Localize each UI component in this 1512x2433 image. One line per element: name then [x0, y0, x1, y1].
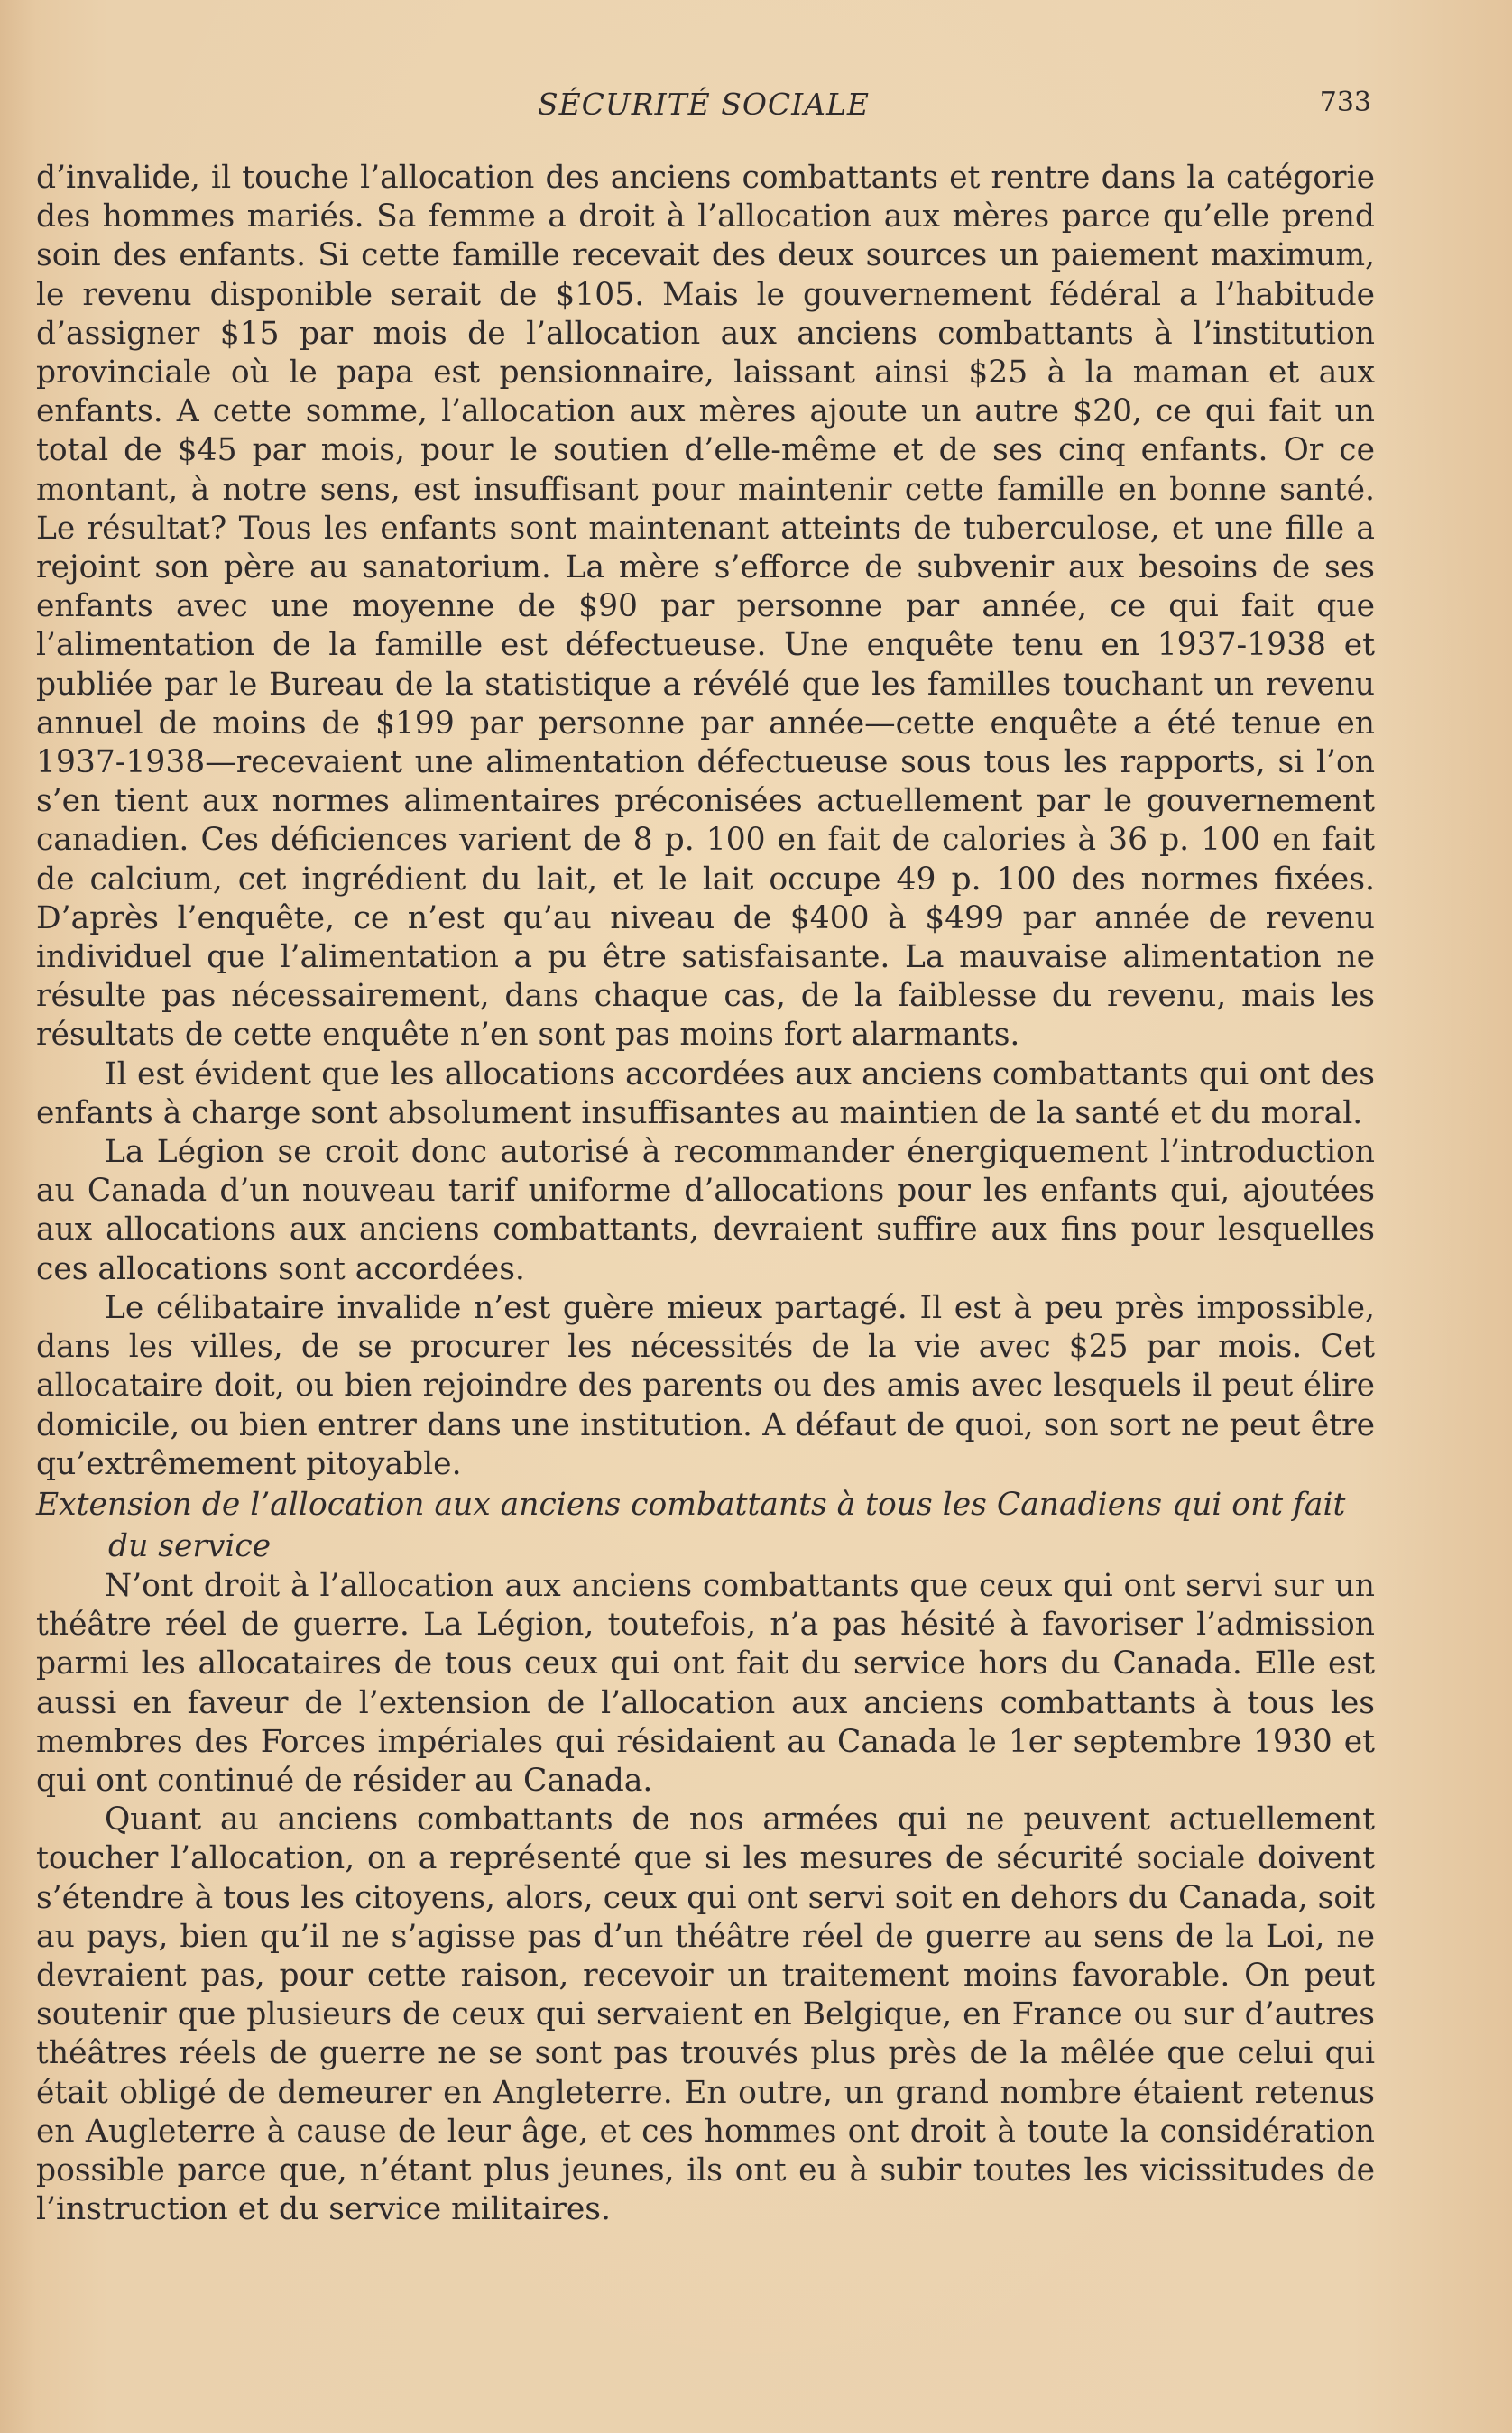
running-title: SÉCURITÉ SOCIALE — [537, 87, 870, 122]
page-header — [36, 87, 1371, 132]
paragraph-1: d’invalide, il touche l’allocation des anciens combattants et rentre dans la catégorie des hommes mariés. Sa femme a droit à l’allocation aux mères parce qu’elle prend soin des enfants. Si cette famille recevait des deux sources un paiement maximum, le revenu disponible serait de $105. Mais le gouvernement fédéral a l’habitude d’assigner $15 par mois de l’allocation aux anciens combattants à l’institution provinciale où le papa est pensionnaire, laissant ainsi $25 à la maman et aux enfants. A cette somme, l’allocation aux mères ajoute un autre $20, ce qui fait un total de $45 par mois, pour le soutien d’elle-même et de ses cinq enfants. Or ce montant, à notre sens, est insuffisant pour maintenir cette famille en bonne santé. Le résultat? Tous les enfants sont maintenant atteints de tuberculose, et une fille a rejoint son père au sanatorium. La mère s’efforce de subvenir aux besoins de ses enfants avec une moyenne de $90 par personne par année, ce qui fait que l’alimentation de la famille est défectueuse. Une enquête tenu en 1937-1938 et publiée par le Bureau de la statistique a révélé que les familles touchant un revenu annuel de moins de $199 par personne par année—cette enquête a été tenue en 1937-1938—recevaient une alimentation défectueuse sous tous les rapports, si l’on s’en tient aux normes alimentaires préconisées actuellement par le gouvernement canadien. Ces déficiences varient de 8 p. 100 en fait de calories à 36 p. 100 en fait de calcium, cet ingrédient du lait, et le lait occupe 49 p. 100 des normes fixées. D’après l’enquête, ce n’est qu’au niveau de $400 à $499 par année de revenu individuel que l’alimentation a pu être satisfaisante. La mauvaise alimentation ne résulte pas nécessairement, dans chaque cas, de la faiblesse du revenu, mais les résultats de cette enquête n’en sont pas moins fort alarmants. — [36, 160, 1375, 1054]
paragraph-4: Le célibataire invalide n’est guère mieux partagé. Il est à peu près impossible, dans les villes, de se procurer les nécessités de la vie avec $25 par mois. Cet allocataire doit, ou bien rejoindre des parents ou des amis avec lesquels il peut élire domicile, ou bien entrer dans une institution. A défaut de quoi, son sort ne peut être qu’extrêmement pitoyable. — [36, 1289, 1375, 1482]
body-text — [36, 159, 1375, 2229]
paragraph-3: La Légion se croit donc autorisé à recommander énergiquement l’introduction au Canada d’un nouveau tarif uniforme d’allocations pour les enfants qui, ajoutées aux allocations aux anciens combattants, devraient suffire aux fins pour lesquelles ces allocations sont accordées. — [36, 1134, 1375, 1287]
paragraph-6: Quant au anciens combattants de nos armées qui ne peuvent actuellement toucher l’allocation, on a représenté que si les mesures de sécurité sociale doivent s’étendre à tous les citoyens, alors, ceux qui ont servi soit en dehors du Canada, soit au pays, bien qu’il ne s’agisse pas d’un théâtre réel de guerre au sens de la Loi, ne devraient pas, pour cette raison, recevoir un traitement moins favorable. On peut soutenir que plusieurs de ceux qui servaient en Belgique, en France ou sur d’autres théâtres réels de guerre ne se sont pas trouvés plus près de la mêlée que celui qui était obligé de demeurer en Angleterre. En outre, un grand nombre étaient retenus en Augleterre à cause de leur âge, et ces hommes ont droit à toute la considération possible parce que, n’étant plus jeunes, ils ont eu à subir toutes les vicissitudes de l’instruction et du service militaires. — [36, 1802, 1375, 2228]
paragraph-5: N’ont droit à l’allocation aux anciens combattants que ceux qui ont servi sur un théâtre réel de guerre. La Légion, toutefois, n’a pas hésité à favoriser l’admission parmi les allocataires de tous ceux qui ont fait du service hors du Canada. Elle est aussi en faveur de l’extension de l’allocation aux anciens combattants à tous les membres des Forces impériales qui résidaient au Canada le 1er septembre 1930 et qui ont continué de résider au Canada. — [36, 1567, 1375, 1799]
page-number: 733 — [1319, 87, 1371, 118]
section-heading: Extension de l’allocation aux anciens combattants à tous les Canadiens qui ont fait du service — [36, 1486, 1346, 1564]
paragraph-2: Il est évident que les allocations accordées aux anciens combattants qui ont des enfants à charge sont absolument insuffisantes au maintien de la santé et du moral. — [36, 1055, 1375, 1131]
